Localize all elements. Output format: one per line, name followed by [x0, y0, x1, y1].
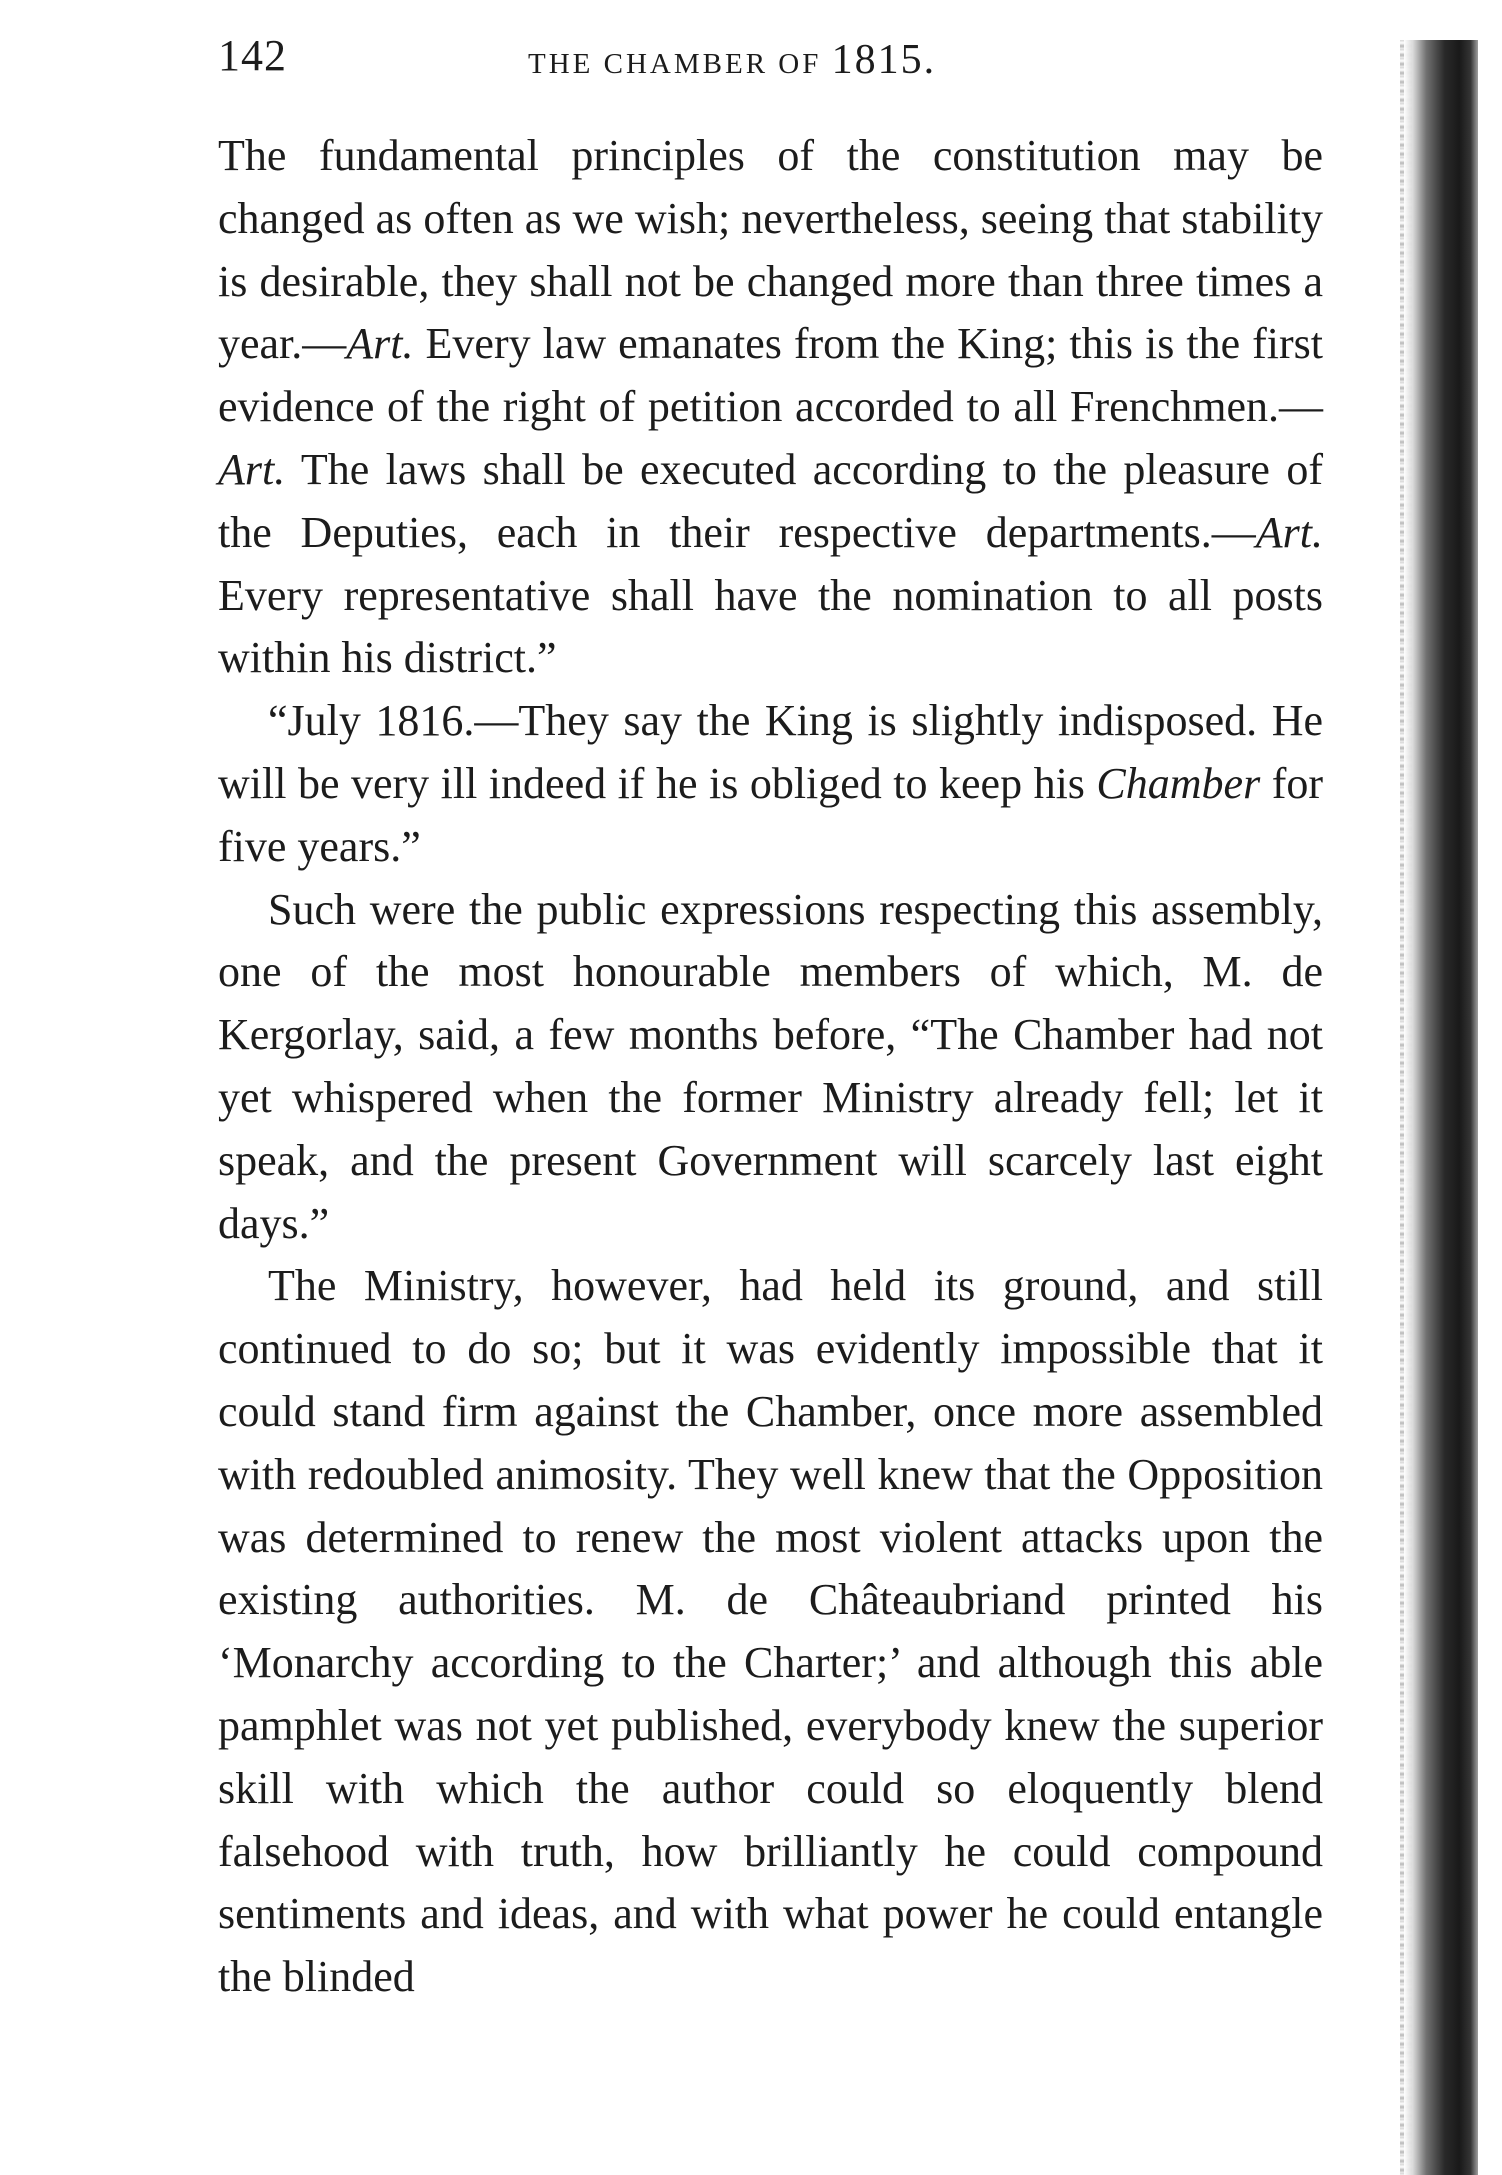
text-run: The fundamental principles of the constitution may be changed as often as we wish; nevertheless, seeing that stability is desirable, they shall not be changed more than three times a year.—	[218, 131, 1323, 369]
page-header	[218, 30, 1323, 90]
text-run: The Ministry, however, had held its ground, and still continued to do so; but it was evidently impossible that it could stand firm against the Chamber, once more assembled with redoubled animosity. They well knew that the Opposition was determined to renew the most violent attacks upon the existing authorities. M. de Châteaubriand printed his ‘Monarchy according to the Charter;’ and although this able pamphlet was not yet published, everybody knew the superior skill with which the author could so eloquently blend falsehood with truth, how brilliantly he could compound sentiments and ideas, and with what power he could entangle the blinded	[218, 1261, 1323, 2002]
text-run: Every law emanates from the King; this is the first evidence of the right of petition accorded to all Frenchmen.—	[218, 319, 1323, 432]
text-run: The laws shall be executed according to the pleasure of the Deputies, each in their respective departments.—	[218, 444, 1323, 557]
italic-text: Chamber	[1096, 758, 1261, 808]
paragraph	[218, 690, 1323, 878]
italic-text: Art.	[1255, 507, 1323, 557]
text-run: “July 1816.—They say the King is slightly indisposed. He will be very ill indeed if he is obliged to keep his	[218, 696, 1323, 808]
paragraph	[218, 1255, 1323, 2009]
italic-text: Art.	[346, 319, 414, 369]
paragraph	[218, 125, 1323, 690]
running-title	[528, 36, 936, 84]
italic-text: Art.	[218, 444, 286, 494]
running-title-text: THE CHAMBER OF	[528, 48, 822, 80]
running-title-year: 1815.	[831, 37, 937, 83]
body-text	[218, 125, 1323, 2009]
paragraph	[218, 879, 1323, 1256]
book-spine-shadow	[1404, 40, 1478, 2175]
text-run: for five years.”	[218, 758, 1324, 871]
text-run: Such were the public expressions respecting this assembly, one of the most honourable members of which, M. de Kergorlay, said, a few months before, “The Chamber had not yet whispered when the former Ministry already fell; let it speak, and the present Government will scarcely last eight days.”	[218, 884, 1323, 1248]
page-number: 142	[218, 31, 287, 80]
text-run: Every representative shall have the nomination to all posts within his district.”	[218, 570, 1323, 683]
